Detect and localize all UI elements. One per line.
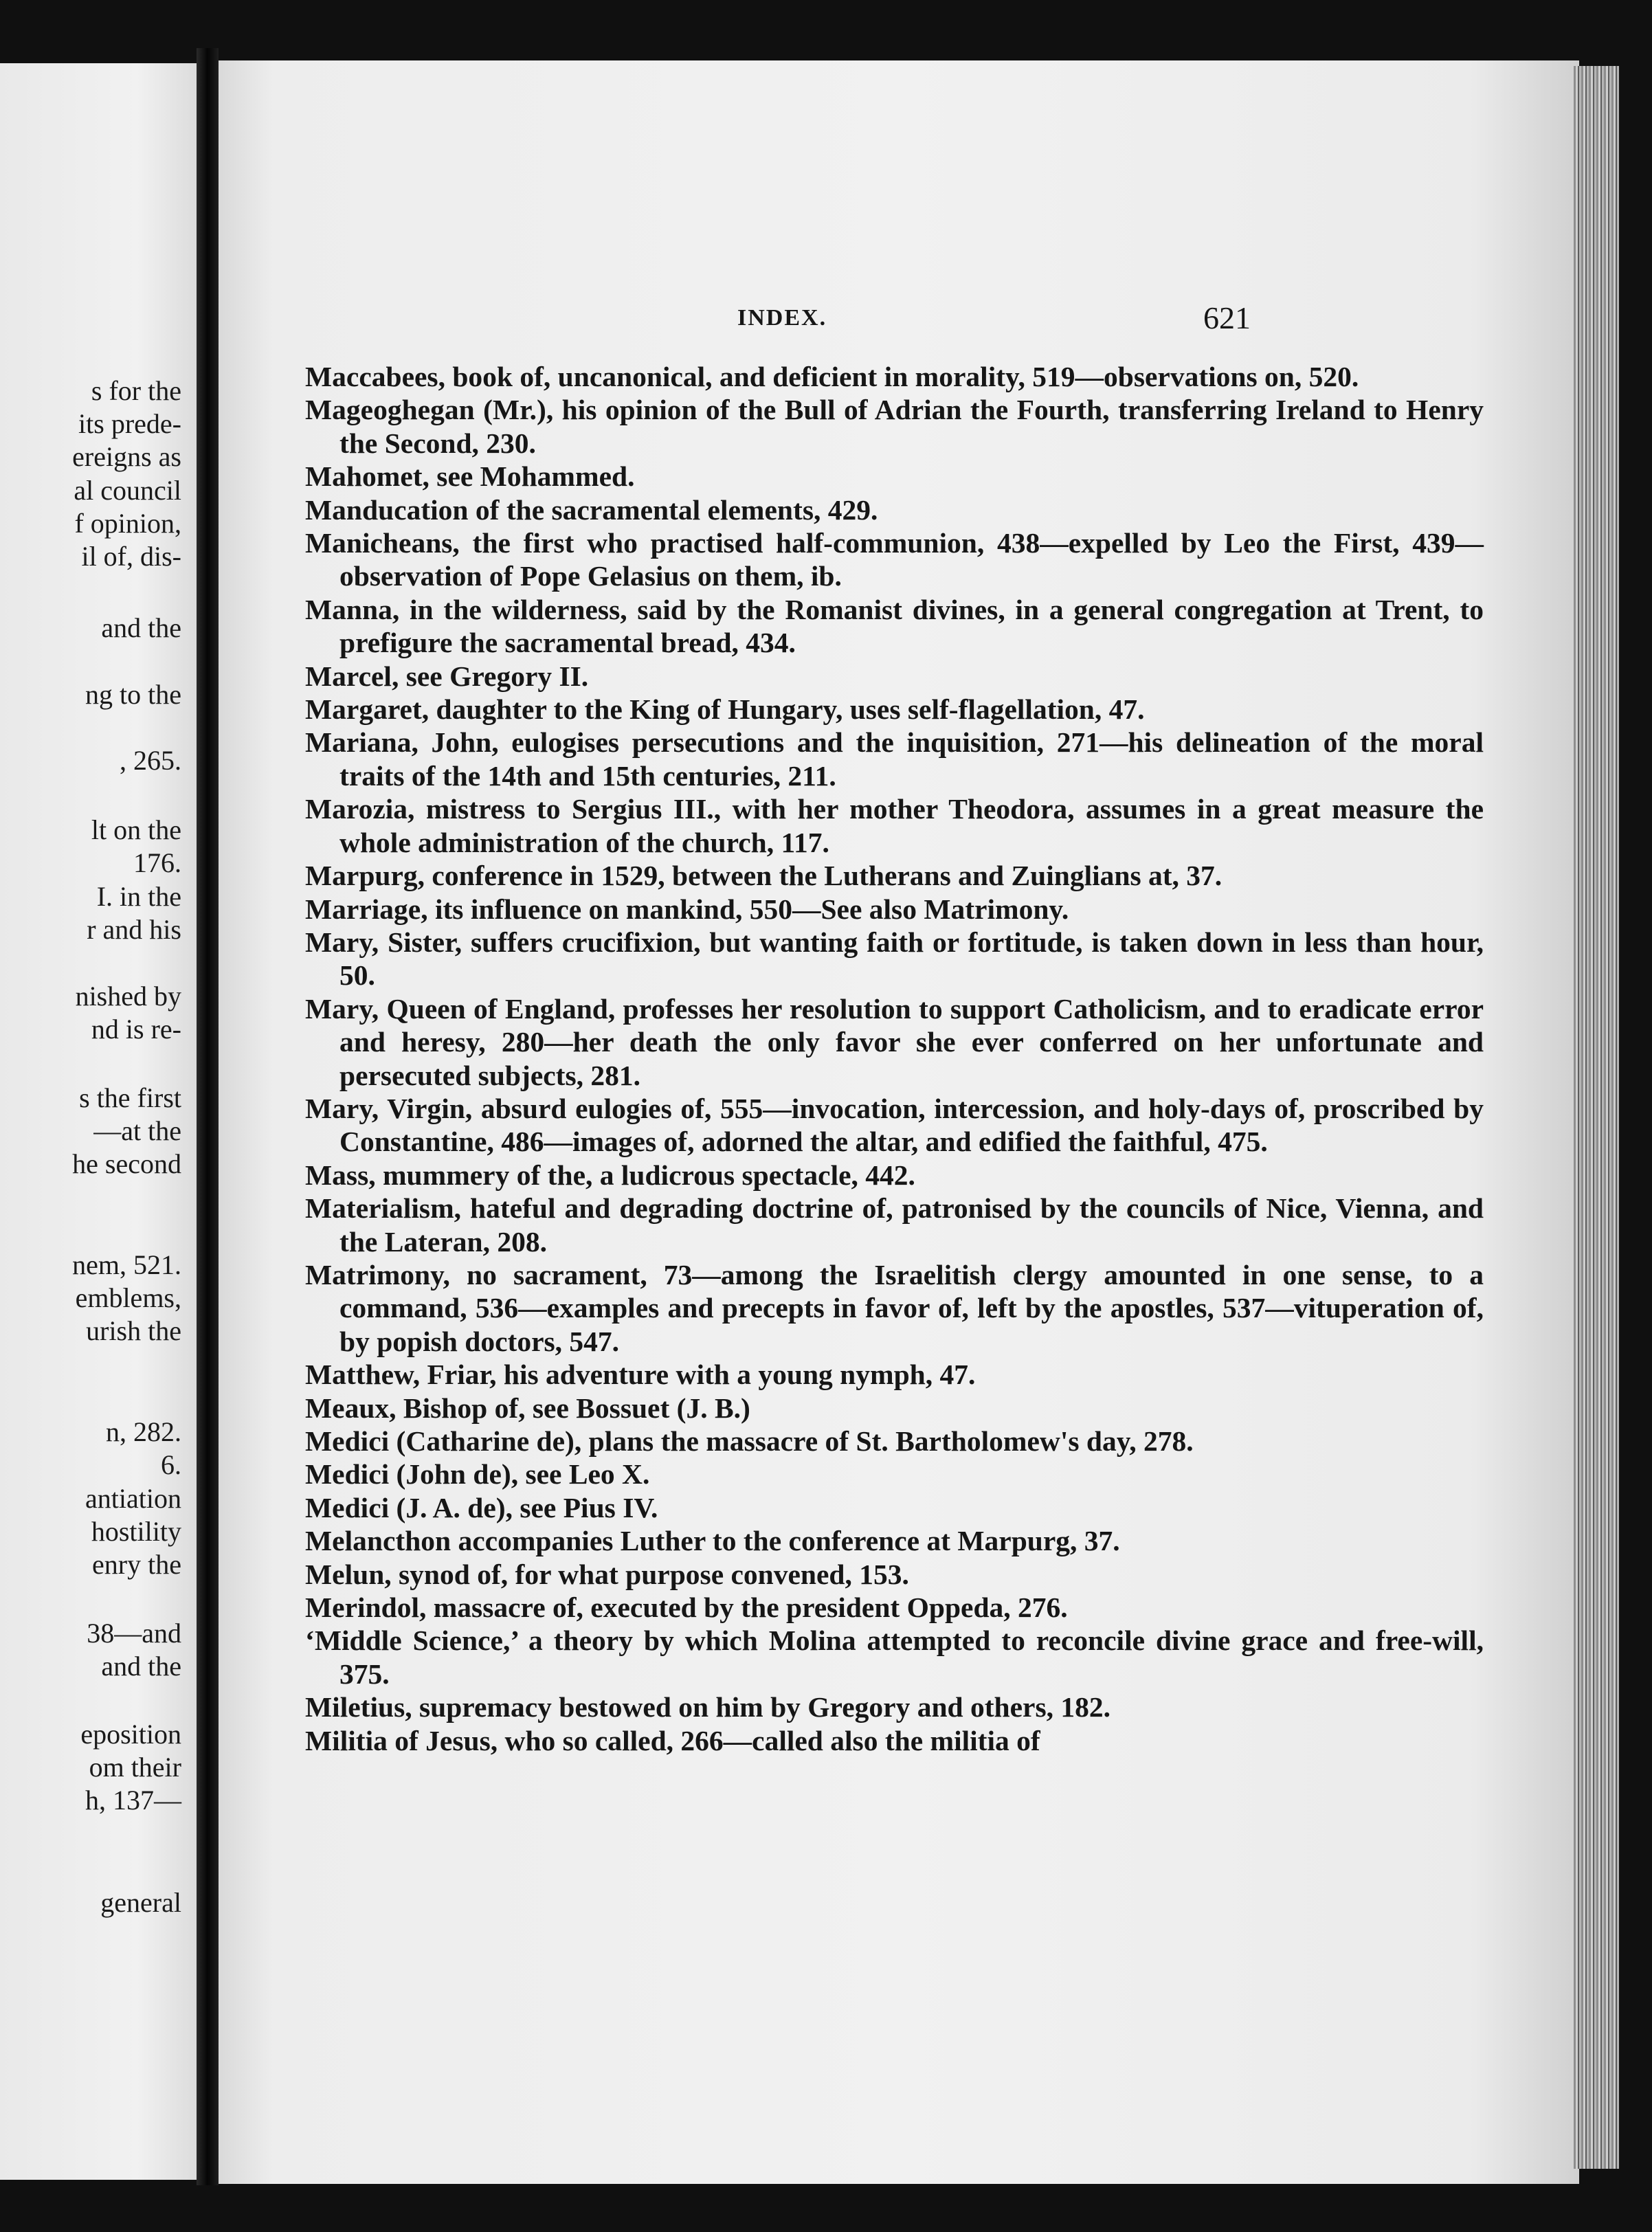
previous-page-line: its prede- [78,408,181,439]
index-entry-text: Matthew, Friar, his adventure with a young nymph, 47. [305,1359,976,1391]
index-page [219,60,1579,2184]
index-entry-text: Merindol, massacre of, executed by the president Oppeda, 276. [305,1592,1068,1624]
book-gutter [197,48,219,2185]
index-entry-text: Mary, Virgin, absurd eulogies of, 555—invocation, intercession, and holy-days of, proscribed by Constantine, 486—images of, adorned the altar, and edified the faithful, 475. [305,1092,1484,1158]
index-entry [305,660,1484,693]
index-entry [305,792,1484,859]
index-entry [305,1159,1484,1192]
previous-page-line: il of, dis- [81,541,181,572]
index-entry [305,1724,1484,1757]
index-entry [305,593,1484,660]
index-entry-text: ‘Middle Science,’ a theory by which Molina attempted to reconcile divine grace and free-will, 375. [305,1625,1484,1690]
previous-page-line: enry the [92,1549,181,1580]
index-entry [305,1392,1484,1425]
index-entry-text: Medici (J. A. de), see Pius IV. [305,1491,658,1524]
previous-page-line: r and his [87,914,181,945]
previous-page-line: al council [74,475,181,506]
index-entry-text: Meaux, Bishop of, see Bossuet (J. B.) [305,1392,750,1424]
index-entry [305,1192,1484,1258]
index-entry [305,1624,1484,1690]
previous-page-line: nished by [75,981,181,1012]
previous-page-line: nem, 521. [72,1249,181,1280]
page-fore-edge [1574,66,1619,2169]
index-entry-text: Mary, Queen of England, professes her resolution to support Catholicism, and to eradicate error and heresy, 280—her death the only favor she ever conferred on her unfortunate and persecuted subjects, 281. [305,992,1484,1091]
previous-page-line: s for the [91,375,181,406]
index-entry [305,460,1484,493]
index-entry [305,859,1484,892]
previous-page-line: antiation [85,1483,181,1514]
previous-page-line: hostility [91,1516,181,1547]
index-entry-text: Matrimony, no sacrament, 73—among the Israelitish clergy amounted in one sense, to a command, 536—examples and precepts in favor of, left by the apostles, 537—vituperation of, by popish doctors, 547. [305,1258,1484,1357]
index-entry [305,393,1484,460]
previous-page-line: emblems, [75,1282,181,1313]
previous-page-line: s the first [79,1082,181,1113]
previous-page-line: nd is re- [91,1014,181,1045]
index-entry [305,1425,1484,1458]
index-entry-text: Mageoghegan (Mr.), his opinion of the Bull of Adrian the Fourth, transferring Ireland to Henry the Second, 230. [305,394,1484,459]
running-head: INDEX. [737,305,827,331]
index-entry [305,726,1484,792]
previous-page-line: n, 282. [106,1416,181,1447]
previous-page-line: lt on the [91,814,181,845]
index-entry-text: Melancthon accompanies Luther to the conference at Marpurg, 37. [305,1525,1120,1557]
index-entry [305,1092,1484,1159]
index-entries [305,360,1484,1757]
previous-page-line: he second [72,1148,181,1179]
index-entry [305,1558,1484,1591]
index-entry-text: Mary, Sister, suffers crucifixion, but wanting faith or fortitude, is taken down in less than hour, 50. [305,926,1484,992]
index-entry [305,360,1484,393]
index-entry-text: Militia of Jesus, who so called, 266—called also the militia of [305,1724,1040,1756]
page-number: 621 [1203,300,1251,335]
index-entry [305,1458,1484,1491]
previous-page-line: 38—and [87,1618,181,1649]
index-entry [305,1358,1484,1391]
previous-page-line: general [100,1887,181,1918]
previous-page-line: f opinion, [74,508,181,539]
index-entry [305,693,1484,726]
index-entry-text: Margaret, daughter to the King of Hungary, uses self-flagellation, 47. [305,693,1145,726]
previous-page-line: h, 137— [85,1785,181,1816]
index-entry [305,1491,1484,1524]
previous-page-fragment [0,63,197,2180]
previous-page-line: —at the [93,1115,181,1146]
index-entry-text: Mariana, John, eulogises persecutions and the inquisition, 271—his delineation of the moral traits of the 14th and 15th centuries, 211. [305,726,1484,792]
index-entry-text: Marcel, see Gregory II. [305,660,589,692]
previous-page-line: om their [89,1752,181,1783]
index-entry-text: Medici (Catharine de), plans the massacre of St. Bartholomew's day, 278. [305,1425,1194,1457]
index-entry [305,1258,1484,1358]
index-entry [305,926,1484,992]
previous-page-line: and the [101,1651,181,1682]
index-entry-text: Melun, synod of, for what purpose convened, 153. [305,1558,909,1590]
index-entry-text: Manna, in the wilderness, said by the Romanist divines, in a general congregation at Trent, to prefigure the sacramental bread, 434. [305,593,1484,659]
index-entry-text: Marpurg, conference in 1529, between the Lutherans and Zuinglians at, 37. [305,860,1223,892]
index-entry [305,992,1484,1092]
index-entry-text: Marozia, mistress to Sergius III., with her mother Theodora, assumes in a great measure the whole administration of the church, 117. [305,793,1484,858]
previous-page-line: ereigns as [72,441,181,472]
index-entry-text: Manicheans, the first who practised half-communion, 438—expelled by Leo the First, 439—observation of Pope Gelasius on them, ib. [305,527,1484,592]
index-entry [305,493,1484,526]
index-entry-text: Maccabees, book of, uncanonical, and deficient in morality, 519—observations on, 520. [305,361,1359,392]
previous-page-line: urish the [86,1315,181,1346]
index-entry-text: Medici (John de), see Leo X. [305,1458,650,1491]
index-entry-text: Mass, mummery of the, a ludicrous spectacle, 442. [305,1159,915,1191]
index-entry-text: Miletius, supremacy bestowed on him by Gregory and others, 182. [305,1691,1110,1723]
index-entry-text: Marriage, its influence on mankind, 550—See also Matrimony. [305,893,1069,925]
index-entry [305,1591,1484,1624]
index-entry-text: Mahomet, see Mohammed. [305,460,635,493]
index-entry [305,893,1484,926]
index-entry [305,1690,1484,1723]
index-entry [305,526,1484,593]
previous-page-line: ng to the [85,679,181,710]
index-entry-text: Manducation of the sacramental elements, 429. [305,493,878,526]
previous-page-line: 6. [161,1449,181,1480]
index-entry-text: Materialism, hateful and degrading doctrine of, patronised by the councils of Nice, Vienna, and the Lateran, 208. [305,1192,1484,1258]
previous-page-line: and the [101,612,181,643]
previous-page-line: I. in the [96,881,181,912]
index-entry [305,1524,1484,1557]
previous-page-line: , 265. [120,745,181,776]
previous-page-line: 176. [133,847,181,878]
previous-page-line: eposition [80,1719,181,1750]
